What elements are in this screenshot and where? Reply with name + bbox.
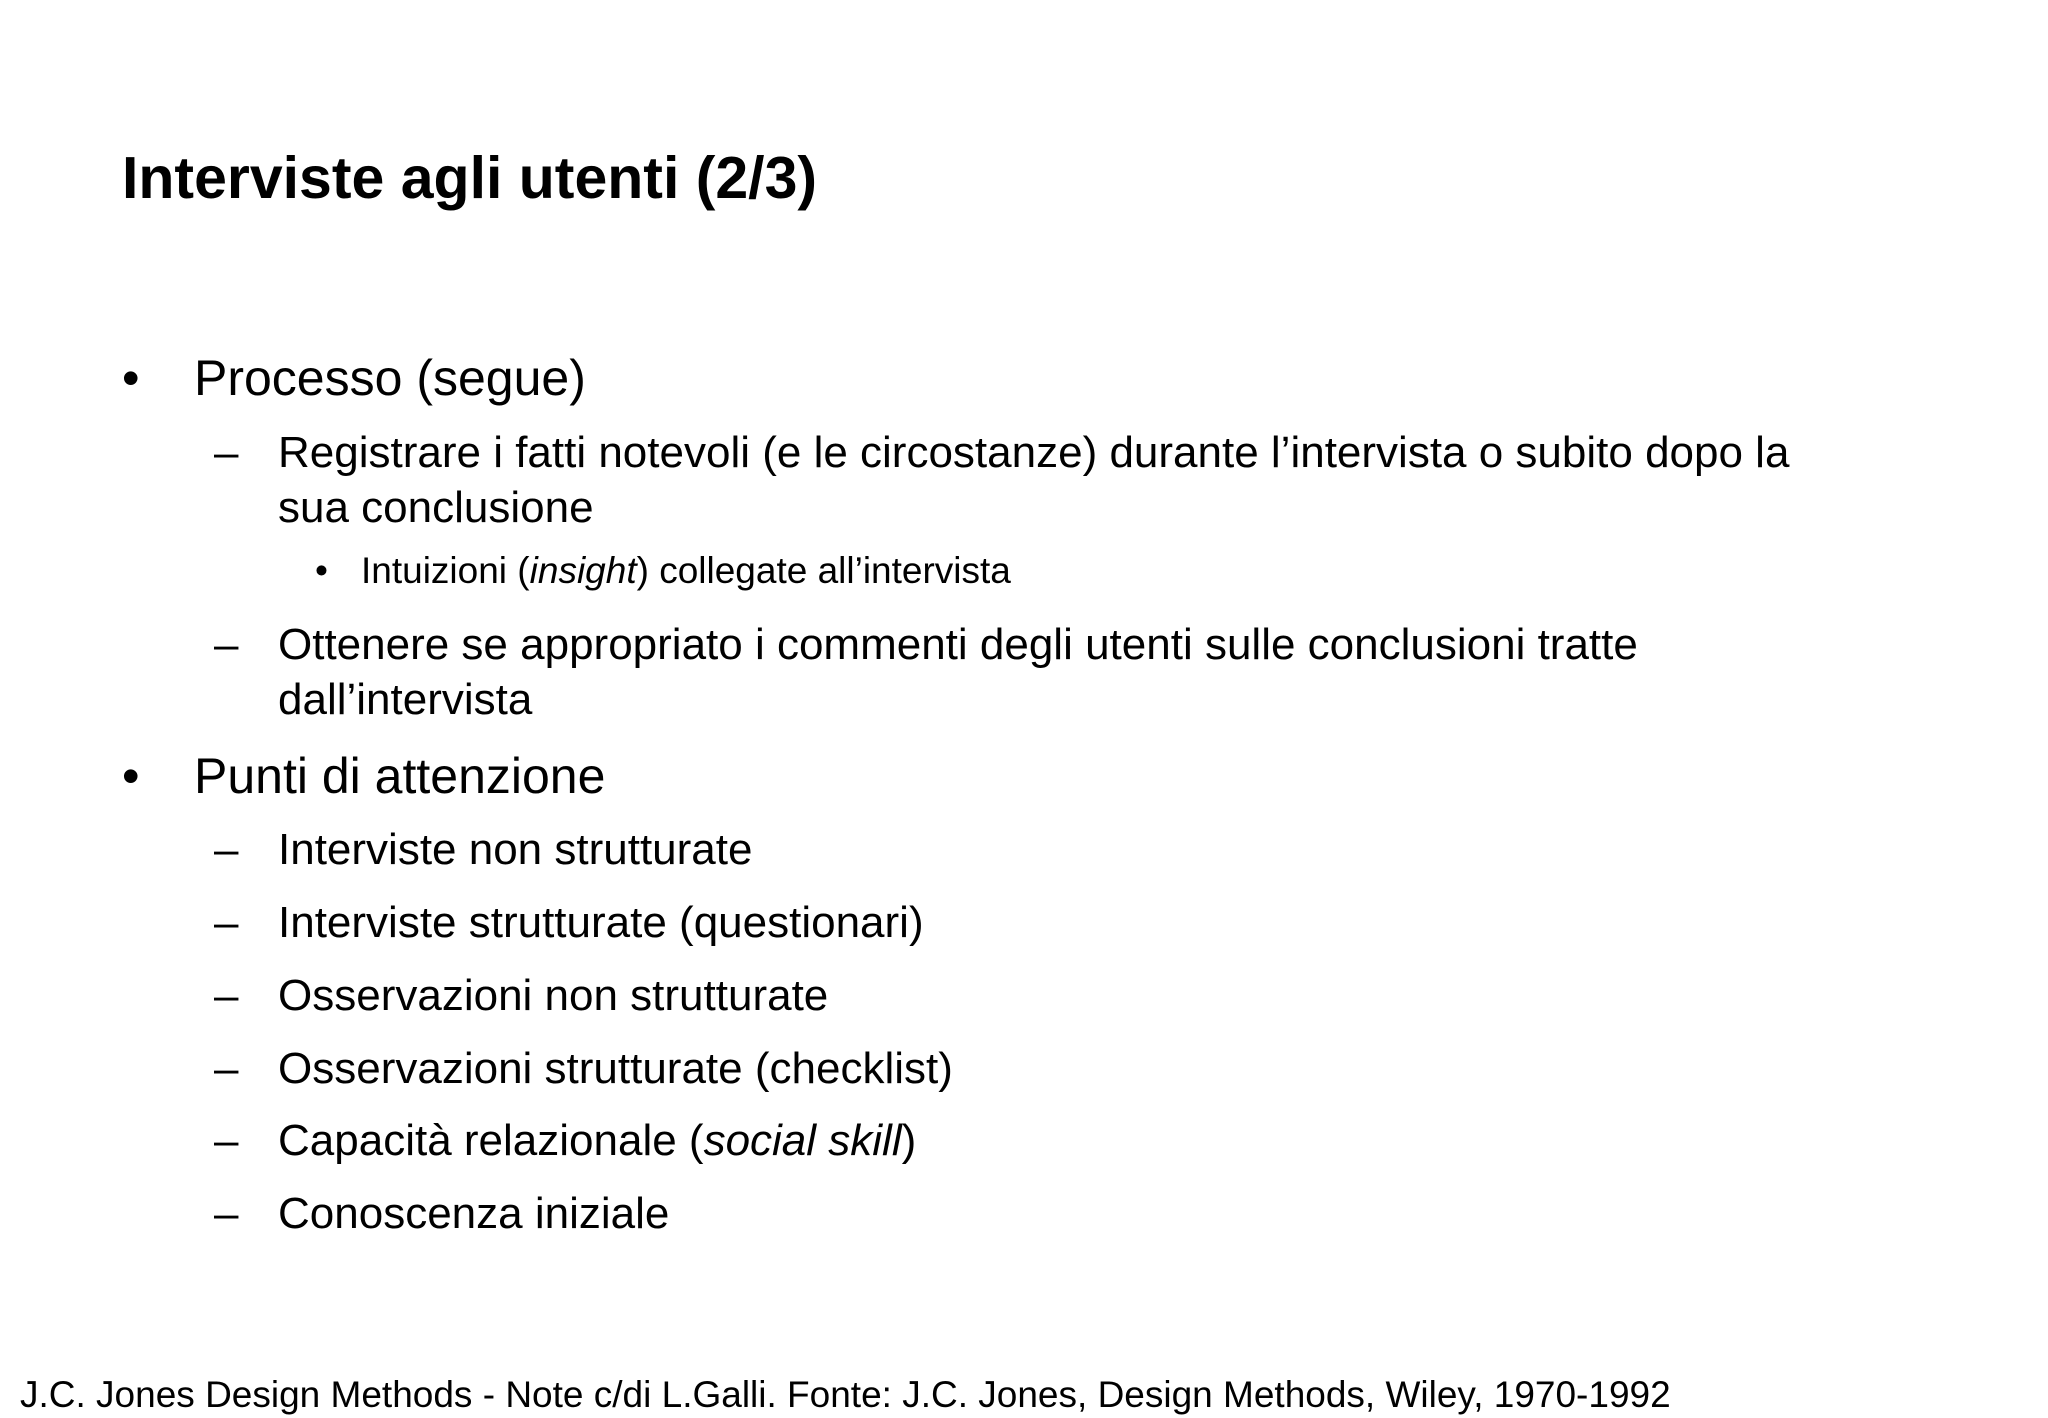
subbullet-text: Osservazioni non strutturate (278, 971, 829, 1020)
bullet-text: Processo (segue) (194, 350, 586, 406)
dash-marker: – (214, 898, 239, 947)
text-suffix: ) collegate all’intervista (636, 550, 1011, 591)
bullet-marker: • (122, 748, 140, 804)
bullet-marker: • (122, 350, 140, 406)
text-italic: insight (529, 550, 637, 591)
subbullet-text-line2: sua conclusione (278, 483, 594, 532)
subbullet-text (278, 617, 1638, 727)
slide-title: Interviste agli utenti (2/3) (122, 145, 818, 211)
bullet-text: Punti di attenzione (194, 748, 606, 804)
subbullet-text-line2: dall’intervista (278, 675, 533, 724)
subbullet-text: Interviste non strutturate (278, 825, 753, 874)
dash-marker: – (214, 1189, 239, 1238)
subbullet-text: Interviste strutturate (questionari) (278, 898, 924, 947)
text-italic: social skill (703, 1116, 902, 1165)
subbullet-text: Osservazioni strutturate (checklist) (278, 1044, 953, 1093)
subsubbullet-text (361, 548, 1011, 594)
subbullet-text-line1: Registrare i fatti notevoli (e le circostanze) durante l’intervista o subito dopo la (278, 428, 1790, 477)
text-prefix: Intuizioni ( (361, 550, 530, 591)
subbullet-text (278, 425, 1789, 535)
text-suffix: ) (901, 1116, 917, 1165)
dash-marker: – (214, 428, 239, 477)
dash-marker: – (214, 971, 239, 1020)
subbullet-text (278, 1113, 916, 1168)
text-prefix: Capacità relazionale ( (278, 1116, 704, 1165)
dash-marker: – (214, 1044, 239, 1093)
slide-footer: J.C. Jones Design Methods - Note c/di L.Galli. Fonte: J.C. Jones, Design Methods, Wiley, 1970-1992 (20, 1374, 1671, 1415)
dash-marker: – (214, 825, 239, 874)
subbullet-text-line1: Ottenere se appropriato i commenti degli utenti sulle conclusioni tratte (278, 620, 1638, 669)
dash-marker: – (214, 1116, 239, 1165)
bullet-marker: • (315, 550, 328, 591)
dash-marker: – (214, 620, 239, 669)
subbullet-text: Conoscenza iniziale (278, 1189, 670, 1238)
